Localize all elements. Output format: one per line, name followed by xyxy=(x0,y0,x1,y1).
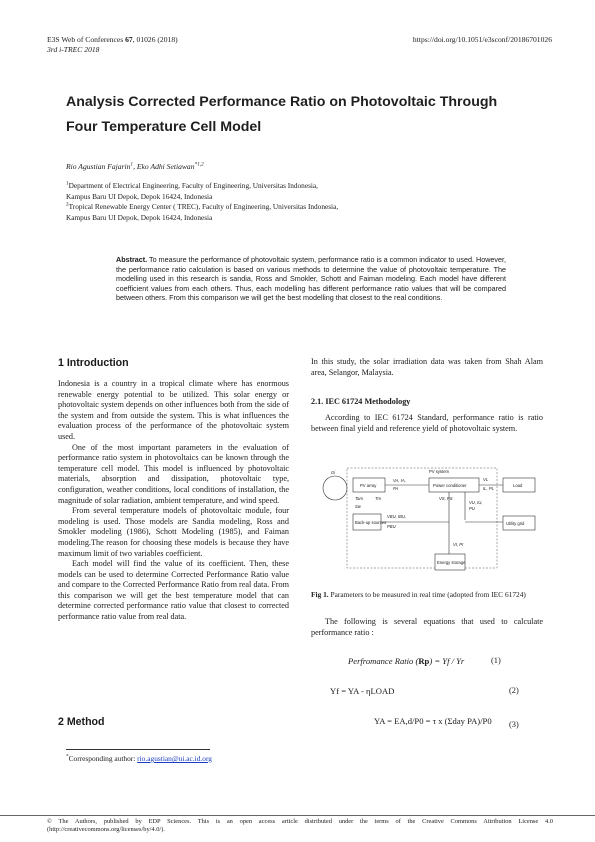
running-header xyxy=(47,35,178,54)
vl-label: VL xyxy=(483,477,489,482)
figure-caption-text: Parameters to be measured in real time (adopted from IEC 61724) xyxy=(328,590,526,599)
affil-2-marker: 2 xyxy=(66,201,69,208)
affiliations xyxy=(66,181,426,223)
intro-paragraph-4: Each model will find the value of its coefficient. Then, these models can be used to determine Corrected Performance Ratio value and compare to the Corrected Performance Ratio from real data. From this comparison we will get the best temperature model that can determine corrected performance ratio value that closest to corrected performance ratio value from real data. xyxy=(58,559,289,622)
affil-1-line-2: Kampus Baru UI Depok, Depok 16424, Indonesia xyxy=(66,191,213,201)
section-heading-method: 2 Method xyxy=(58,716,105,728)
va-ia-label: VA, IA, xyxy=(393,478,406,483)
vu-iu-label: VU, IU, xyxy=(469,500,483,505)
footnote-marker: * xyxy=(66,753,69,760)
corresponding-author-footnote xyxy=(66,754,212,763)
figure-caption-label: Fig 1. xyxy=(311,590,329,599)
section-heading-introduction: 1 Introduction xyxy=(58,357,129,369)
author-list xyxy=(66,162,204,171)
vbu-label: VBU, IBU, xyxy=(387,514,407,519)
il-pl-label: IL, PL xyxy=(483,486,494,491)
power-conditioner-label: Power conditioner xyxy=(433,483,467,488)
title-line-1: Analysis Corrected Performance Ratio on Photovoltaic Through xyxy=(66,94,498,110)
utility-grid-label: Utility grid xyxy=(506,521,525,526)
equation-1-right: ) = Yf / Yr xyxy=(429,656,465,666)
intro-paragraph-1: Indonesia is a country in a tropical climate where has enormous renewable energy potential to be utilized. This solar energy or photovoltaic system depends on other influences both from the side of the system and from outside the system. This is what influences the evaluation process of the performance of the photovoltaic system used. xyxy=(58,379,289,441)
affil-1-line-1: Department of Electrical Engineering, Faculty of Engineering, Universitas Indonesia, xyxy=(68,181,318,190)
footer-rule xyxy=(0,815,595,816)
equation-2-number: (2) xyxy=(509,686,519,695)
intro-paragraph-2: One of the most important parameters in the evaluation of performance ratio system in photovoltaics can be known through the temperature cell model. This model is influenced by photovoltaic materials, absorption and dissipation, photovoltaic type, configuration, weather conditions, local conditions of installation, the magnitude of solar radiation, ambient temperature, and wind speed. xyxy=(58,442,289,505)
footnote-label: Corresponding author: xyxy=(68,754,138,763)
sw-label: Sw xyxy=(355,504,361,509)
equation-2: Yf = YA - ηLOAD xyxy=(330,686,395,696)
doi-link[interactable]: https://doi.org/10.1051/e3sconf/20186701026 xyxy=(412,35,552,44)
equation-1-left: Perfromance Ratio ( xyxy=(348,656,419,666)
pa-label: PA xyxy=(393,486,399,491)
conference-name: 3rd i-TREC 2018 xyxy=(47,44,100,54)
iec-paragraph-text: According to IEC 61724 Standard, performance ratio is ratio between final yield and reference yield of photovoltaic system. xyxy=(311,413,543,433)
intro-paragraph-3: From several temperature models of photovoltaic module, four modeling is used. Those models are Sandia modeling, Ross and Smokler modeling (1986), Schott Modeling (1985), and Faiman modeling.The reason for choosing these models is because they have maximum limit of two variables coefficient. xyxy=(58,506,289,558)
author-separator: , xyxy=(133,162,137,171)
figure-caption xyxy=(311,590,543,600)
affil-2-line-1: Tropical Renewable Energy Center ( TREC), Faculty of Engineering, Universitas Indonesia, xyxy=(68,202,339,212)
introduction-body xyxy=(58,379,289,623)
subsection-heading-iec61724: 2.1. IEC 61724 Methodology xyxy=(311,397,411,406)
pu-label: PU xyxy=(469,506,475,511)
footnote-rule xyxy=(66,749,210,750)
tm-label: Tm xyxy=(375,496,382,501)
iec-paragraph xyxy=(311,413,543,434)
tam-label: Tam xyxy=(355,496,363,501)
journal-name: E3S Web of Conferences xyxy=(47,35,124,44)
equation-1-rp: Rp xyxy=(418,656,430,666)
equation-3-number: (3) xyxy=(509,720,519,729)
license-notice: © The Authors, published by EDP Sciences. This is an open access article distributed under the terms of the Creative Commons Attribution License 4.0 (http://creativecommons.org/licenses/by/4.0/). xyxy=(47,818,553,834)
vi-label: VI, PI xyxy=(453,542,464,547)
author-2: Eko Adhi Setiawan xyxy=(136,162,195,171)
pbu-label: PBU xyxy=(387,524,396,529)
pv-system-diagram xyxy=(331,460,539,584)
title-line-2: Four Temperature Cell Model xyxy=(66,119,262,135)
affil-2-line-2: Kampus Baru UI Depok, Depok 16424, Indonesia xyxy=(66,212,213,222)
article-number: , 01026 (2018) xyxy=(132,35,178,44)
backup-sources-label: Back-up sources xyxy=(355,520,387,525)
energy-storage-label: Energy storage xyxy=(437,560,466,565)
equation-1 xyxy=(348,656,464,666)
equations-intro xyxy=(311,617,543,638)
abstract-text: To measure the performance of photovoltaic system, performance ratio is a common indicator to used. However, the performance ratio calculation is based on various methods to determine the value of photovoltaic temperature. The modelling used in this research is sandia, Ross and Smokler, Schott and Faiman modeling. Each model have different coefficient values from each others. Thus, each modelling has different performance ratio values that will be compared between others. From this comparison we will get the best modelling that closest to the real conditions. xyxy=(116,255,506,303)
equation-1-number: (1) xyxy=(491,656,501,665)
author-2-affil: *1,2 xyxy=(194,161,204,168)
equations-intro-text: The following is several equations that used to calculate performance ratio : xyxy=(311,617,543,637)
affil-1-marker: 1 xyxy=(66,180,69,187)
vs-label: VS, PS xyxy=(439,496,453,501)
sun-icon xyxy=(323,476,347,500)
abstract-label: Abstract. xyxy=(116,255,148,264)
pv-system-label: PV system xyxy=(429,469,450,474)
author-1: Rio Agustian Fajarin xyxy=(66,162,131,171)
gi-label: Gi xyxy=(331,470,336,475)
equation-3: YA = EA,d/P0 = τ x (Σday PA)/P0 xyxy=(374,716,492,726)
journal-volume: 67 xyxy=(125,35,133,44)
corresponding-author-email[interactable]: rio.agustian@ui.ac.id.org xyxy=(137,754,212,763)
abstract xyxy=(116,255,506,303)
author-1-affil: 1 xyxy=(130,161,134,168)
study-area-paragraph: In this study, the solar irradiation data was taken from Shah Alam area, Selangor, Malaysia. xyxy=(311,357,543,377)
pv-array-label: PV array xyxy=(360,483,377,488)
paper-title xyxy=(66,90,556,140)
load-label: Load xyxy=(513,483,523,488)
